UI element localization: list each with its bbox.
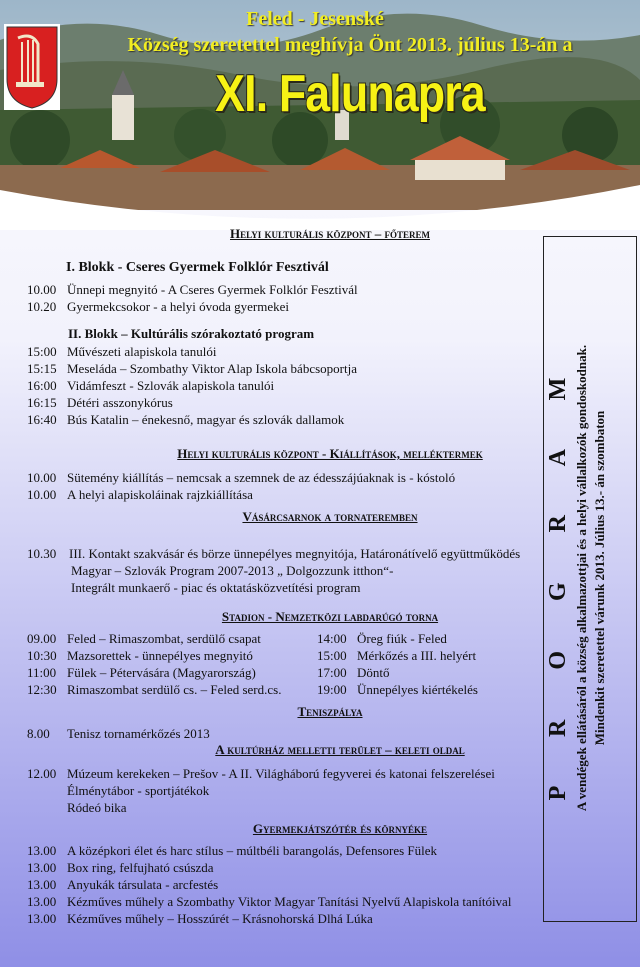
- row-desc: Integrált munkaerő - piac és oktatásközvetítési program: [71, 580, 361, 595]
- coat-of-arms-icon: [4, 24, 60, 110]
- row-time: 11:00: [27, 665, 57, 680]
- header-title: XI. Falunapra: [215, 65, 485, 123]
- header-municipality: Feled - Jesenské: [246, 8, 384, 30]
- row-desc: Kézműves műhely a Szombathy Viktor Magyar Tanítási Nyelvű Alapiskola tanítóival: [67, 894, 512, 909]
- table-row: [27, 631, 547, 649]
- row-time: 09.00: [27, 631, 57, 646]
- section-heading-playground: Gyermekjátszótér és környéke: [252, 821, 428, 836]
- section-heading-east-side: A kultúrház melletti terület – keleti oldal: [215, 742, 465, 757]
- row-time: 13.00: [27, 860, 57, 875]
- row-desc: Gyermekcsokor - a helyi óvoda gyermekei: [67, 299, 290, 314]
- row-desc: Rimaszombat serdülő cs. – Feled serd.cs.: [67, 682, 282, 697]
- row-time-2: 15:00: [317, 648, 347, 663]
- row-desc: Sütemény kiállítás – nemcsak a szemnek de az édesszájúaknak is - kóstoló: [67, 470, 456, 485]
- row-desc-2: Öreg fiúk - Feled: [357, 631, 447, 646]
- east-entry: [27, 766, 547, 820]
- row-desc: Vidámfeszt - Szlovák alapiskola tanulói: [67, 378, 275, 393]
- row-desc: Anyukák társulata - arcfestés: [67, 877, 219, 892]
- row-time: 10.30: [27, 546, 57, 561]
- schedule-row: [27, 344, 547, 362]
- stadium-label: Stadion: [221, 609, 265, 624]
- row-time: 13.00: [27, 894, 57, 909]
- row-time: 16:00: [27, 378, 57, 393]
- section-heading-tennis: Teniszpálya: [297, 704, 363, 719]
- schedule-row: [27, 395, 547, 413]
- row-time: 13.00: [27, 911, 57, 926]
- row-time: 10.00: [27, 487, 57, 502]
- row-desc: Ródeó bika: [67, 800, 127, 815]
- market-entry: [27, 546, 547, 600]
- schedule-row: [27, 877, 547, 895]
- program-title: P R O G R A M: [545, 355, 571, 801]
- row-time: 10.20: [27, 299, 57, 314]
- row-desc: Ünnepi megnyitó - A Cseres Gyermek Folklór Fesztivál: [67, 282, 358, 297]
- row-desc: Meseláda – Szombathy Viktor Alap Iskola bábcsoportja: [67, 361, 357, 376]
- schedule-row: [27, 378, 547, 396]
- schedule-row: [27, 282, 547, 300]
- row-time: 12:30: [27, 682, 57, 697]
- row-desc: A helyi alapiskoláinak rajzkiállítása: [67, 487, 253, 502]
- row-time-2: 19:00: [317, 682, 347, 697]
- row-time: 12.00: [27, 766, 57, 781]
- row-time: 10:30: [27, 648, 57, 663]
- row-desc-2: Döntő: [357, 665, 390, 680]
- row-desc: Feled – Rimaszombat, serdülő csapat: [67, 631, 261, 646]
- row-time: 15:00: [27, 344, 57, 359]
- table-row: [27, 648, 547, 666]
- block2-title: II. Blokk – Kultúrális szórakoztató program: [68, 326, 315, 341]
- row-desc: Détéri asszonykórus: [67, 395, 173, 410]
- row-desc: Élménytábor - sportjátékok: [67, 783, 210, 798]
- row-desc-2: Mérkőzés a III. helyért: [357, 648, 477, 663]
- schedule-row: [27, 470, 547, 488]
- row-desc: III. Kontakt szakvásár és börze ünnepélyes megnyitója, Határonátívelő együttműködés: [69, 546, 521, 561]
- schedule-row: [27, 412, 547, 430]
- catering-note: A vendégek ellátásáról a község alkalmazottjai és a helyi vállalkozók gondoskodnak.: [574, 344, 589, 812]
- row-time: 10.00: [27, 470, 57, 485]
- header-invitation: Község szeretettel meghívja Önt 2013. július 13-án a: [127, 34, 573, 56]
- schedule-row: [27, 361, 547, 379]
- row-desc: Múzeum kerekeken – Prešov - A II. Világháború fegyverei és katonai felszerelései: [67, 766, 495, 781]
- row-desc: Box ring, felfujható csúszda: [67, 860, 214, 875]
- row-desc: Művészeti alapiskola tanulói: [67, 344, 217, 359]
- section-heading-exhibitions: Helyi kulturális központ - Kiállítások, melléktermek: [177, 446, 483, 461]
- row-time: 8.00: [27, 726, 50, 741]
- table-row: [27, 682, 547, 700]
- row-desc-2: Ünnepélyes kiértékelés: [357, 682, 478, 697]
- row-time: 16:40: [27, 412, 57, 427]
- row-desc: A középkori élet és harc stílus – múltbéli barangolás, Defensores Fülek: [67, 843, 438, 858]
- schedule-row: [27, 487, 547, 505]
- row-desc: Tenisz tornamérkőzés 2013: [67, 726, 210, 741]
- welcome-note: Mindenkit szeretettel várunk 2013. Július 13.- án szombaton: [592, 410, 607, 746]
- row-desc: Kézműves műhely – Hosszúrét – Krásnohorská Dlhá Lúka: [67, 911, 373, 926]
- tournament-label: - Nemzetközi labdarúgó torna: [264, 609, 439, 624]
- table-row: [27, 665, 547, 683]
- row-time: 16:15: [27, 395, 57, 410]
- schedule-row: [27, 860, 547, 878]
- row-time: 13.00: [27, 843, 57, 858]
- row-time-2: 14:00: [317, 631, 347, 646]
- schedule-row: [27, 299, 547, 317]
- section-heading-main-hall: Helyi kulturális központ – főterem: [230, 226, 430, 241]
- section-heading-stadium: [150, 609, 510, 625]
- row-time: 10.00: [27, 282, 57, 297]
- program-sidebar: [543, 238, 637, 918]
- schedule-row: [27, 911, 547, 929]
- row-desc: Bús Katalin – énekesnő, magyar és szlovák dallamok: [67, 412, 345, 427]
- row-time-2: 17:00: [317, 665, 347, 680]
- block1-title: I. Blokk - Cseres Gyermek Folklór Fesztivál: [66, 260, 329, 275]
- schedule-row: [27, 843, 547, 861]
- row-desc: Fülek – Pétervására (Magyarország): [67, 665, 256, 680]
- schedule-row: [27, 894, 547, 912]
- section-heading-market-hall: Vásárcsarnok a tornateremben: [242, 509, 418, 524]
- row-time: 13.00: [27, 877, 57, 892]
- row-desc: Mazsorettek - ünnepélyes megnyitó: [67, 648, 253, 663]
- row-desc: Magyar – Szlovák Program 2007-2013 „ Dolgozzunk itthon“-: [71, 563, 394, 578]
- row-time: 15:15: [27, 361, 57, 376]
